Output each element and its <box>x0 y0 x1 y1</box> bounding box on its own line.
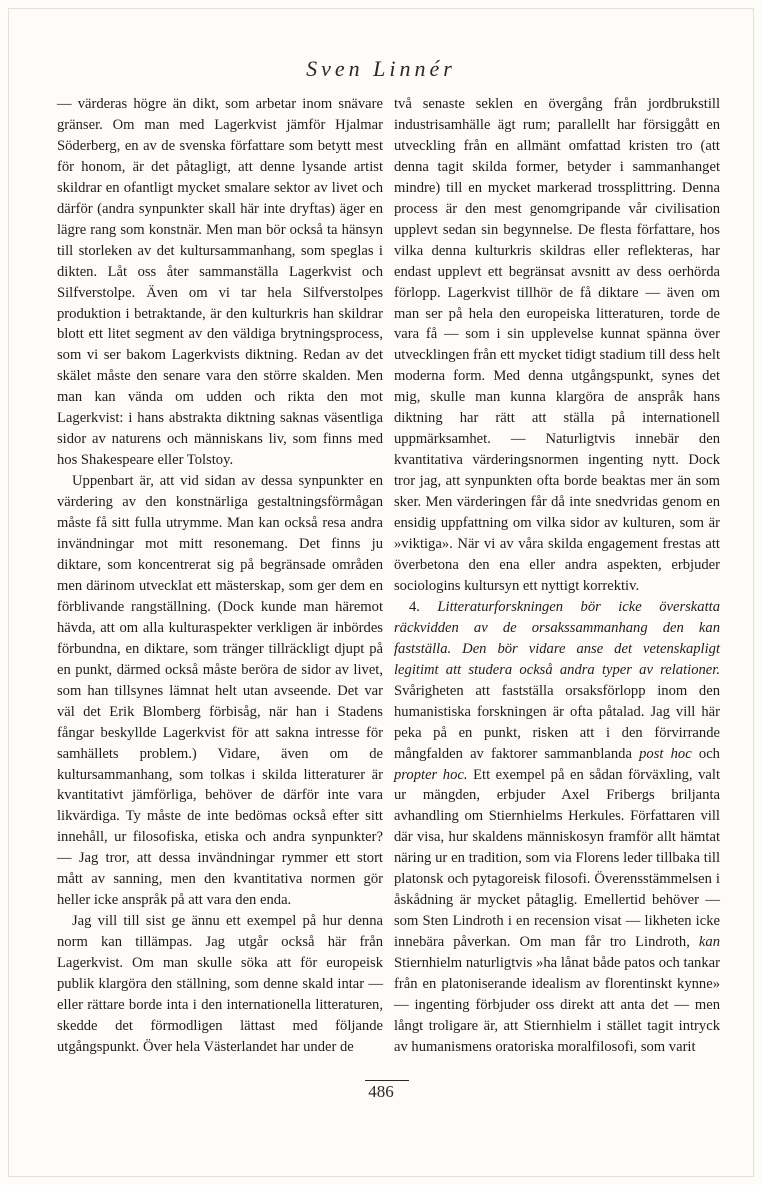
thesis-body-end: Stiernhielm naturligtvis »ha lånat både patos och tankar från en platoniserande idealism av florentinskt kynne» — ingenting förbjuder oss direkt att anta det — men långt troligare är, att Stiernhielm i stället tagit intryck av humanismens oratoriska moralfilosofi, som varit <box>394 955 720 1055</box>
thesis-4-paragraph <box>394 597 720 1058</box>
left-paragraph-2: Uppenbart är, att vid sidan av dessa synpunkter en värdering av den konstnärliga gestaltningsförmågan måste få sitt fulla utrymme. Man kan också resa andra invändningar mot mitt resonemang. Det finns ju diktare, som koncentrerat sig på begränsade områden men därinom utvecklat ett mästerskap, som ger dem en förblivande rangställning. (Dock kunde man häremot hävda, att om alla kulturaspekter verkligen är inbördes förbundna, en diktare, som tränger tillräckligt djupt på en punkt, därmed också måste beröra de sidor av livet, som han tillsynes lämnat helt utan avseende. Det var väl det Erik Blomberg förbisåg, när han i Stadens fångar beskyllde Lagerkvist för att sakna intresse för samhällets problem.) Vidare, även om de kultursammanhang, som tolkas i skilda litteraturer är kvantitativt jämförliga, behöver de därför inte vara likvärdiga. Ty måste de inte bedömas också efter sitt innehåll, ur filosofiska, etiska och andra synpunkter? — Jag tror, att dessa invändningar rymmer ett stort mått av sanning, men den kvantitativa normen gör heller icke anspråk på att vara den enda. <box>57 473 383 909</box>
thesis-number: 4. <box>409 598 420 615</box>
right-column <box>394 94 720 1058</box>
post-hoc-term: post hoc <box>639 745 692 762</box>
conjunction: och <box>698 745 720 762</box>
propter-hoc-term: propter hoc. <box>394 766 468 783</box>
left-paragraph-3: Jag vill till sist ge ännu ett exempel på hur denna norm kan tillämpas. Jag utgår också här från Lagerkvist. Om man skulle söka att för europeisk publik klargöra den ställning, som denne skald intar — eller rättare borde inta i den internationella litteraturen, skedde det förmodligen lättast med följande utgångspunkt. Över hela Västerlandet har under de <box>57 913 383 1055</box>
kan-emphasis: kan <box>698 934 720 951</box>
thesis-body-continued: Ett exempel på en sådan förväxling, valt ur mängden, erbjuder Axel Fribergs briljanta avhandling om Stiernhielms Herkules. Författaren vill där visa, hur skaldens människosyn framför allt hämtat näring ur en tradition, som via Florens leder tillbaka till platonsk och pytagoreisk filosofi. Överensstämmelsen i åskådning är mycket påtaglig. Emellertid behöver — som Sten Lindroth i en recension visat — likheten icke innebära påverkan. Om man får tro Lindroth, <box>394 766 721 951</box>
page-number: 486 <box>368 1082 394 1101</box>
left-column <box>57 94 383 1058</box>
folio-rule <box>365 1080 409 1081</box>
thesis-body: Svårigheten att fastställa orsaksförlopp inom den humanistiska forskningen är ofta påtalad. Jag vill här peka på en punkt, risken att i den förvirrande mångfalden av faktorer sammanblanda <box>394 682 720 762</box>
thesis-heading: Litteraturforskningen bör icke överskatta räckvidden av de orsakssammanhang den kan fastställa. Den bör vidare anse det vetenskapligt legitimt att studera också andra typer av relationer. <box>394 598 720 678</box>
right-paragraph-1: två senaste seklen en övergång från jordbrukstill industrisamhälle ägt rum; parallellt har försiggått en utveckling från en allmänt omfattad kristen tro (att denna tagit skilda former, betyder i sammanhanget mindre) till en mycket markerad trossplittring. Denna process är den mest genomgripande vår civilisation upplevt sedan sin begynnelse. De flesta författare, hos vilka denna kulturkris skildras eller reflekteras, har endast upplevt ett begränsat avsnitt av dess oerhörda förlopp. Lagerkvist tillhör de få diktare — även om man ser på hela den europeiska litteraturen, torde de vara få — som i sin upplevelse kunnat spänna över utvecklingen från ett mycket tidigt stadium till dess helt moderna form. Med denna utgångspunkt, synes det mig, skulle man kunna klargöra de anspråk hans diktning har rätt att ställa på internationell uppmärksamhet. — Naturligtvis innebär den kvantitativa värderingsnormen ingenting nytt. Dock tror jag, att synpunkten ofta borde beaktas mer än som sker. Men värderingen får då inte snedvridas genom en ensidig uppfattning om vilka sidor av kulturen, som är »viktiga». När vi av våra skilda engagement frestas att överbetona den ena eller andra aspekten, erbjuder sociologins kultursyn ett nyttigt korrektiv. <box>394 96 720 594</box>
left-paragraph-1: — värderas högre än dikt, som arbetar inom snävare gränser. Om man med Lagerkvist jämför Hjalmar Söderberg, en av de svenska författare som betytt mest för honom, är det påtagligt, att denne lysande artist skildrar en ofantligt mycket smalare sektor av livet och därför (andra synpunkter skall här inte dryftas) äger en lägre rang som konstnär. Men man bör också ta hänsyn till storleken av det kultursammanhang, som speglas i dikten. Låt oss åter sammanställa Lagerkvist och Silfverstolpe. Även om vi tar hela Silfverstolpes produktion i betraktande, är den kulturkris han skildrar blott ett litet segment av den väldiga brytningsprocess, som vi ser bakom Lagerkvists diktning. Redan av det skälet måste den senare vara den större skalden. Men man kan vända om udden och rikta den mot Lagerkvist: i hans abstrakta diktning saknas väsentliga sidor av naturens och människans liv, som finns med hos Shakespeare eller Tolstoy. <box>57 96 383 469</box>
running-head: Sven Linnér <box>306 56 456 81</box>
